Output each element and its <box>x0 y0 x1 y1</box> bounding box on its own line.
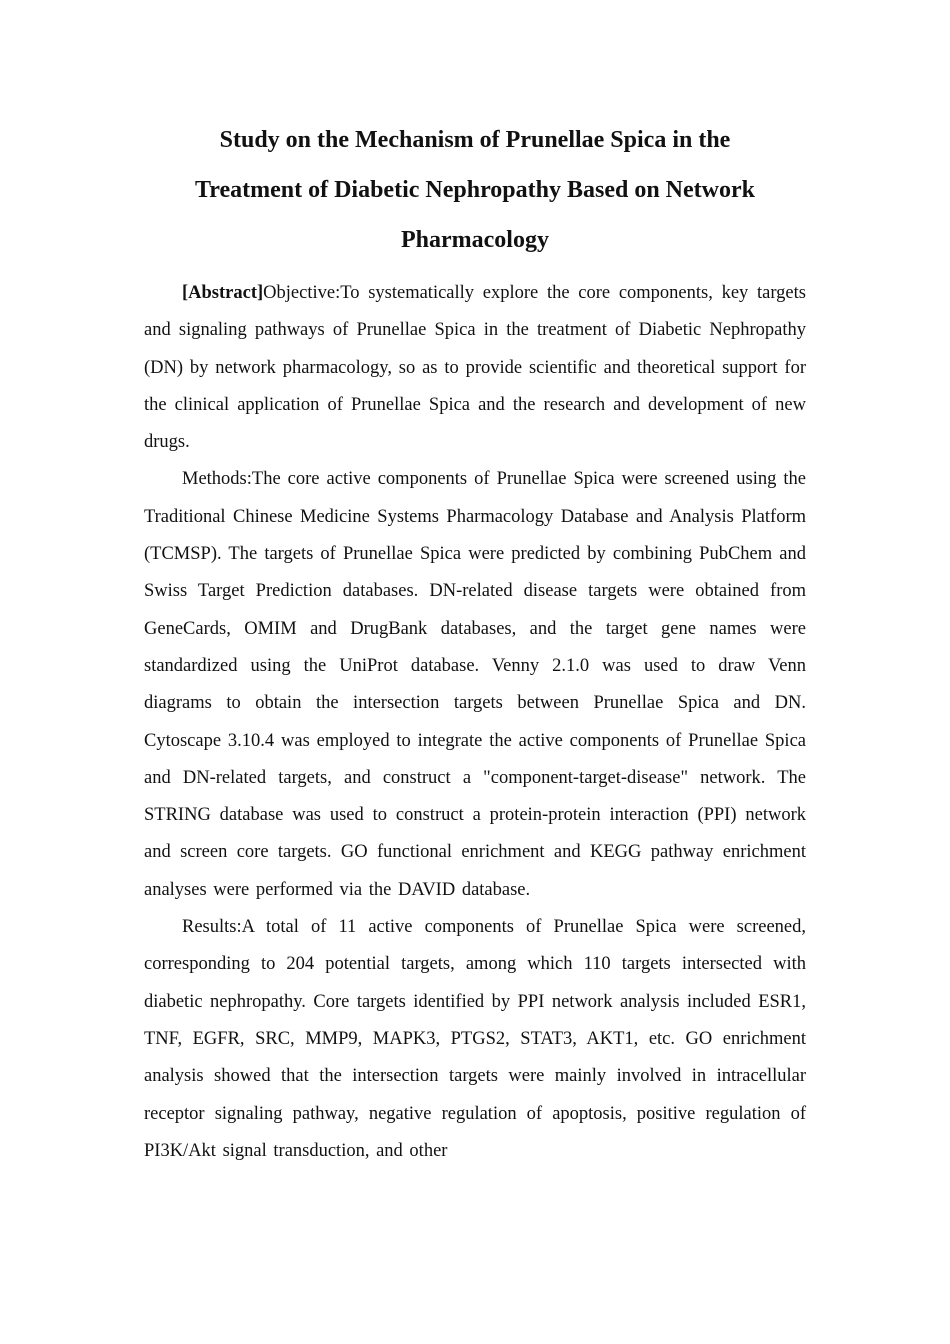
title-line-1: Study on the Mechanism of Prunellae Spica in the <box>219 127 731 153</box>
paper-title <box>144 115 806 265</box>
abstract-label: [Abstract] <box>182 283 264 303</box>
paper-page <box>144 115 806 1170</box>
title-line-3: Pharmacology <box>401 227 549 253</box>
abstract-methods-paragraph: Methods:The core active components of Prunellae Spica were screened using the Traditional Chinese Medicine Systems Pharmacology Database and Analysis Platform (TCMSP). The targets of Prunellae Spica were predicted by combining PubChem and Swiss Target Prediction databases. DN-related disease targets were obtained from GeneCards, OMIM and DrugBank databases, and the target gene names were standardized using the UniProt database. Venny 2.1.0 was used to draw Venn diagrams to obtain the intersection targets between Prunellae Spica and DN. Cytoscape 3.10.4 was employed to integrate the active components of Prunellae Spica and DN-related targets, and construct a "component-target-disease" network. The STRING database was used to construct a protein-protein interaction (PPI) network and screen core targets. GO functional enrichment and KEGG pathway enrichment analyses were performed via the DAVID database. <box>144 469 806 900</box>
abstract-objective-paragraph <box>144 275 806 461</box>
abstract-objective-text: Objective:To systematically explore the core components, key targets and signaling pathways of Prunellae Spica in the treatment of Diabetic Nephropathy (DN) by network pharmacology, so as to provide scientific and theoretical support for the clinical application of Prunellae Spica and the research and development of new drugs. <box>144 283 806 453</box>
title-line-2: Treatment of Diabetic Nephropathy Based on Network <box>195 177 755 203</box>
abstract-section <box>144 275 806 1170</box>
abstract-results-paragraph: Results:A total of 11 active components of Prunellae Spica were screened, corresponding to 204 potential targets, among which 110 targets intersected with diabetic nephropathy. Core targets identified by PPI network analysis included ESR1, TNF, EGFR, SRC, MMP9, MAPK3, PTGS2, STAT3, AKT1, etc. GO enrichment analysis showed that the intersection targets were mainly involved in intracellular receptor signaling pathway, negative regulation of apoptosis, positive regulation of PI3K/Akt signal transduction, and other <box>144 917 806 1161</box>
